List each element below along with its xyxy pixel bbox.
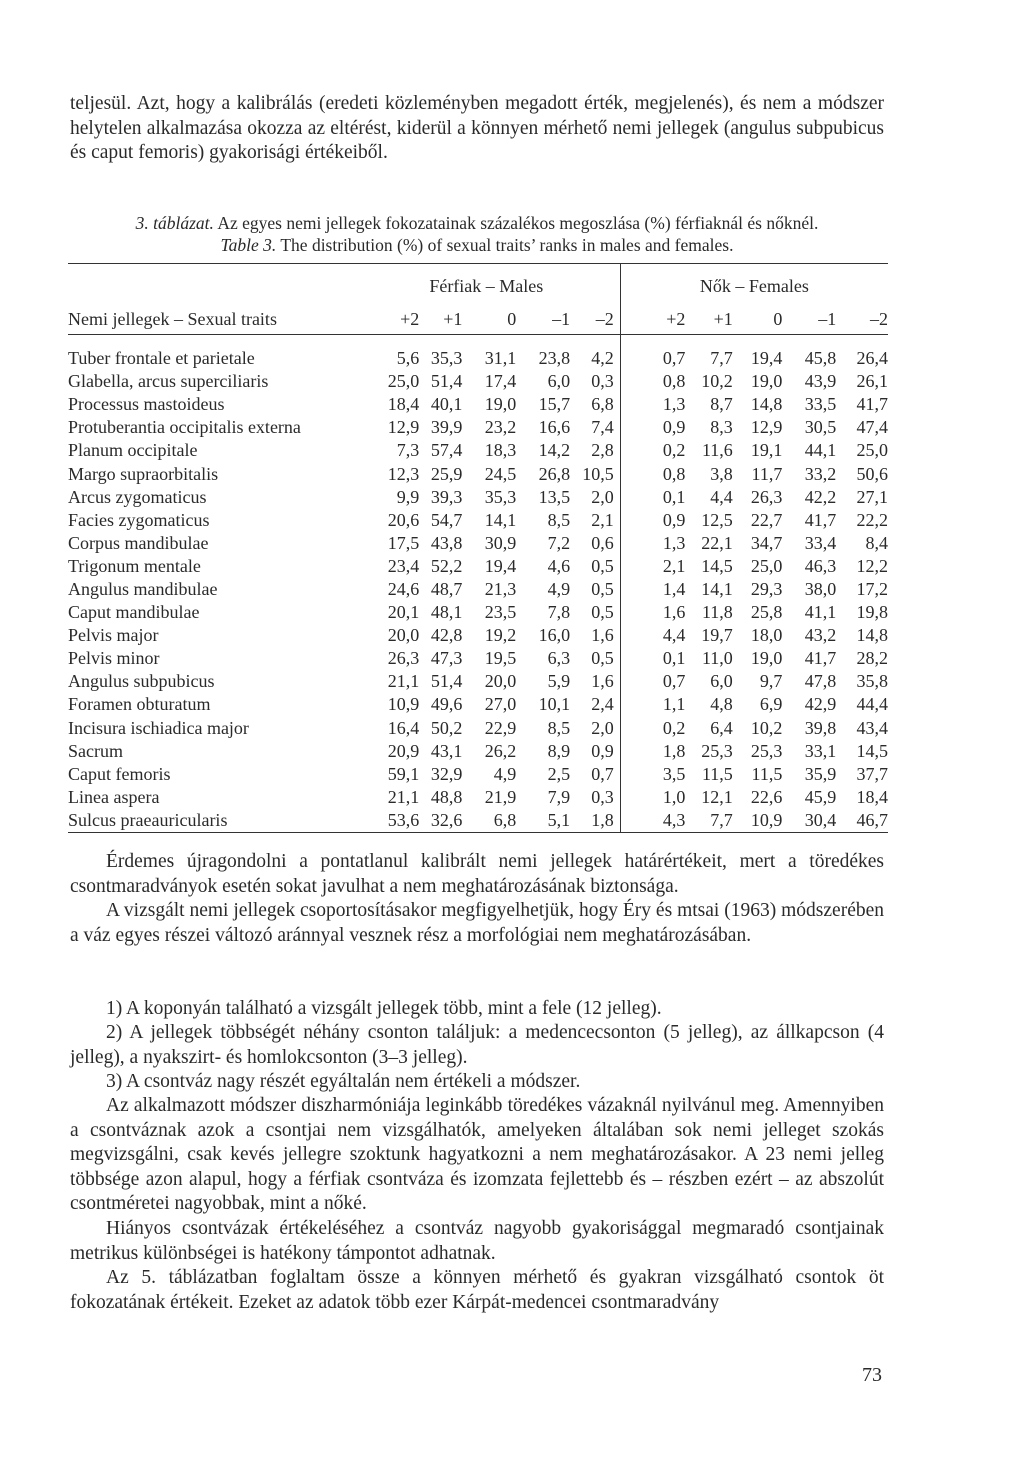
males-value: 35,3 [484,486,517,507]
females-value: 8,3 [710,417,733,438]
females-value: 0,8 [662,371,686,392]
females-value: 7,7 [710,348,733,369]
trait-name: Corpus mandibulae [68,532,209,553]
females-value: 41,7 [804,648,837,669]
females-value: 9,7 [759,671,783,692]
females-value: 33,1 [804,740,837,761]
trait-name: Glabella, arcus superciliaris [68,371,269,392]
traits-table [68,263,888,833]
females-value: 30,5 [804,417,837,438]
females-value: 10,9 [750,809,783,830]
males-value: 2,0 [570,486,620,509]
males-value: 1,8 [570,809,620,833]
males-value: 42,8 [430,625,463,646]
females-value: 22,6 [750,786,783,807]
table-row [68,740,888,763]
females-value: 6,4 [710,717,733,738]
males-value: 5,1 [547,809,571,830]
males-value: 20,6 [387,509,420,530]
males-value: 2,1 [570,509,620,532]
males-value: 4,9 [493,763,517,784]
table-row [68,393,888,416]
females-rank-header: 0 [773,309,783,329]
females-value: 41,1 [804,602,837,623]
females-value: 28,2 [856,648,888,669]
table-row [68,693,888,716]
females-value: 44,4 [856,694,888,715]
males-value: 51,4 [430,671,463,692]
males-value: 4,6 [547,555,571,576]
females-value: 4,3 [662,809,686,830]
table-group-header-row [68,264,888,298]
males-value: 1,6 [570,624,620,647]
females-value: 19,0 [750,371,783,392]
females-value: 37,7 [856,763,888,784]
table-row [68,601,888,624]
table-body [68,335,888,833]
males-value: 0,9 [570,740,620,763]
females-value: 11,5 [701,763,733,784]
table-row [68,647,888,670]
body-paragraph: 1) A koponyán található a vizsgált jellegek több, mint a fele (12 jelleg). [106,998,662,1019]
caption-hu-text: Az egyes nemi jellegek fokozatainak százalékos megoszlása (%) férfiaknál és nőknél. [213,213,819,233]
females-value: 25,8 [750,602,783,623]
males-value: 53,6 [387,809,420,830]
females-value: 1,3 [662,532,686,553]
trait-name: Processus mastoideus [68,394,225,415]
males-value: 18,4 [387,394,420,415]
males-rank-header: –1 [552,309,571,329]
females-value: 14,8 [856,625,888,646]
females-value: 0,9 [662,417,686,438]
males-value: 17,4 [484,371,517,392]
males-value: 21,9 [484,786,517,807]
males-value: 17,5 [387,532,420,553]
males-value: 52,2 [430,555,463,576]
trait-name: Trigonum mentale [68,555,201,576]
females-value: 12,5 [701,509,733,530]
females-value: 7,7 [710,809,733,830]
females-value: 46,7 [856,809,888,830]
females-value: 10,2 [701,371,733,392]
trait-header: Nemi jellegek – Sexual traits [68,309,277,329]
males-value: 35,3 [430,348,463,369]
males-value: 2,4 [570,693,620,716]
males-value: 25,0 [387,371,420,392]
females-value: 22,1 [701,532,733,553]
females-value: 11,6 [701,440,733,461]
males-value: 32,9 [430,763,463,784]
females-value: 43,2 [804,625,837,646]
females-value: 38,0 [804,578,837,599]
trait-name: Tuber frontale et parietale [68,348,255,369]
caption-en [70,234,884,256]
males-value: 1,6 [570,670,620,693]
males-value: 51,4 [430,371,463,392]
males-value: 8,5 [547,509,571,530]
females-rank-header: –1 [818,309,837,329]
males-value: 48,7 [430,578,463,599]
males-value: 19,2 [484,625,517,646]
males-value: 0,3 [570,786,620,809]
females-value: 8,7 [710,394,733,415]
females-value: 0,7 [662,348,686,369]
females-value: 22,7 [750,509,783,530]
females-value: 3,8 [710,463,733,484]
males-value: 10,1 [538,694,571,715]
males-value: 7,2 [547,532,571,553]
females-value: 29,3 [750,578,783,599]
males-value: 7,9 [547,786,571,807]
trait-name: Arcus zygomaticus [68,486,207,507]
females-value: 14,5 [856,740,888,761]
males-value: 23,4 [387,555,420,576]
females-value: 1,1 [662,694,686,715]
table-row [68,462,888,485]
males-value: 40,1 [430,394,463,415]
body-paragraph: Az alkalmazott módszer diszharmóniája leginkább töredékes vázaknál nyilvánul meg. Amennyiben a csontváznak azok a csontjai nem vizsgálhatók, amelyeken általában sok nemi jelleget szokás megvizsgálni, csak kevés jellegre szoktunk hagyatkozni a nem meghatározásakor. A 23 nemi jelleg többsége azon alapul, hogy a férfiak csontváza és izomzata fejlettebb és – részben ezért – az abszolút csontméretei nagyobbak, mint a nőké. [70,1095,884,1214]
males-value: 19,4 [484,555,517,576]
males-value: 23,8 [538,348,571,369]
table-row [68,578,888,601]
females-value: 26,1 [856,371,888,392]
trait-name: Caput femoris [68,763,171,784]
males-value: 2,5 [547,763,571,784]
females-value: 12,9 [750,417,783,438]
females-value: 17,2 [856,578,888,599]
females-value: 22,2 [856,509,888,530]
males-value: 59,1 [387,763,420,784]
trait-name: Protuberantia occipitalis externa [68,417,301,438]
males-value: 7,3 [396,440,420,461]
males-value: 0,6 [570,532,620,555]
males-value: 19,5 [484,648,517,669]
males-value: 23,2 [484,417,517,438]
trait-name: Foramen obturatum [68,694,211,715]
females-value: 39,8 [804,717,837,738]
males-value: 4,2 [570,335,620,371]
females-value: 19,0 [750,648,783,669]
females-rank-header: +1 [713,309,733,329]
females-value: 50,6 [856,463,888,484]
males-value: 24,6 [387,578,420,599]
trait-name: Sulcus praeauricularis [68,809,228,830]
females-value: 45,9 [804,786,837,807]
males-value: 19,0 [484,394,517,415]
males-value: 21,3 [484,578,517,599]
trait-name: Angulus subpubicus [68,671,215,692]
females-value: 35,9 [804,763,837,784]
table-row [68,670,888,693]
males-value: 48,1 [430,602,463,623]
females-value: 1,8 [662,740,686,761]
females-rank-header: +2 [666,309,686,329]
trait-name: Angulus mandibulae [68,578,218,599]
table-row [68,809,888,833]
intro-paragraph: teljesül. Azt, hogy a kalibrálás (eredeti közleményben megadott érték, megjelenés), és nem a módszer helytelen alkalmazása okozza az eltérést, kiderül a könnyen mérhető nemi jellegek (angulus subpubicus és caput femoris) gyakorisági értékeiből. [70,93,884,163]
table-row [68,555,888,578]
males-value: 43,8 [430,532,463,553]
males-value: 15,7 [538,394,571,415]
females-value: 8,4 [865,532,888,553]
males-value: 26,2 [484,740,517,761]
males-value: 32,6 [430,809,463,830]
females-value: 6,9 [759,694,783,715]
males-value: 0,3 [570,370,620,393]
females-value: 30,4 [804,809,837,830]
females-value: 42,9 [804,694,837,715]
body-paragraph: 2) A jellegek többségét néhány csonton találjuk: a medencecsonton (5 jelleg), az állkapcson (4 jelleg), a nyakszirt- és homlokcsonton (3–3 jelleg). [70,1022,884,1068]
males-value: 0,5 [570,555,620,578]
males-value: 7,4 [570,416,620,439]
males-value: 16,0 [538,625,571,646]
table-row [68,532,888,555]
females-value: 44,1 [804,440,837,461]
females-value: 4,4 [710,486,733,507]
females-value: 14,5 [701,555,733,576]
caption-en-label: Table 3. [220,235,277,255]
males-value: 5,6 [396,348,420,369]
males-value: 54,7 [430,509,463,530]
females-value: 35,8 [856,671,888,692]
body-paragraph: Érdemes újragondolni a pontatlanul kalibrált nemi jellegek határértékeit, mert a töredékes csontmaradványok esetén sokat javulhat a nem meghatározásának biztonsága. [70,851,884,897]
males-value: 6,0 [547,371,571,392]
males-value: 0,5 [570,647,620,670]
females-value: 33,2 [804,463,837,484]
males-value: 22,9 [484,717,517,738]
page-number: 73 [862,1364,882,1386]
males-value: 20,9 [387,740,420,761]
males-value: 4,9 [547,578,571,599]
males-value: 39,9 [430,417,463,438]
females-value: 0,8 [662,463,686,484]
males-value: 25,9 [430,463,463,484]
males-value: 6,8 [570,393,620,416]
males-value: 48,8 [430,786,463,807]
body-paragraph: Az 5. táblázatban foglaltam össze a könnyen mérhető és gyakran vizsgálható csontok öt fokozatának értékeit. Ezeket az adatok több ezer Kárpát-medencei csontmaradvány [70,1267,884,1313]
females-value: 25,0 [856,440,888,461]
females-value: 4,8 [710,694,733,715]
females-value: 26,3 [750,486,783,507]
females-value: 33,5 [804,394,837,415]
males-value: 21,1 [387,671,420,692]
females-value: 43,9 [804,371,837,392]
males-value: 21,1 [387,786,420,807]
body-paragraph: 3) A csontváz nagy részét egyáltalán nem értékeli a módszer. [106,1071,581,1092]
caption-en-text: The distribution (%) of sexual traits’ ranks in males and females. [276,235,734,255]
body-paragraph: A vizsgált nemi jellegek csoportosításakor megfigyelhetjük, hogy Éry és mtsai (1963) módszerében a váz egyes részei változó aránnyal vesznek rész a morfológiai nem meghatározásában. [70,900,884,946]
females-value: 11,8 [701,602,733,623]
males-value: 10,9 [387,694,420,715]
table-row [68,763,888,786]
males-value: 2,8 [570,439,620,462]
females-value: 18,4 [856,786,888,807]
females-value: 0,1 [662,486,686,507]
males-value: 23,5 [484,602,517,623]
females-value: 34,7 [750,532,783,553]
males-value: 14,2 [538,440,571,461]
males-value: 16,4 [387,717,420,738]
females-value: 3,5 [662,763,686,784]
males-value: 14,1 [484,509,517,530]
males-value: 16,6 [538,417,571,438]
males-value: 8,5 [547,717,571,738]
trait-name: Incisura ischiadica major [68,717,249,738]
males-value: 20,0 [484,671,517,692]
females-value: 11,7 [751,463,783,484]
trait-name: Caput mandibulae [68,602,200,623]
females-value: 1,0 [662,786,686,807]
females-value: 47,4 [856,417,888,438]
males-value: 9,9 [396,486,420,507]
males-rank-header: –2 [570,297,620,335]
males-value: 7,8 [547,602,571,623]
females-value: 11,5 [751,763,783,784]
males-value: 18,3 [484,440,517,461]
trait-name: Facies zygomaticus [68,509,210,530]
table-row [68,486,888,509]
trait-name: Pelvis major [68,625,159,646]
females-value: 42,2 [804,486,837,507]
males-value: 0,5 [570,601,620,624]
females-value: 33,4 [804,532,837,553]
males-value: 24,5 [484,463,517,484]
males-rank-header: 0 [507,309,517,329]
females-value: 25,3 [701,740,733,761]
females-value: 19,8 [856,602,888,623]
females-value: 46,3 [804,555,837,576]
trait-name: Sacrum [68,740,123,761]
females-header: Nők – Females [699,276,809,296]
trait-name: Margo supraorbitalis [68,463,219,484]
females-value: 41,7 [856,394,888,415]
females-value: 1,3 [662,394,686,415]
females-value: 0,7 [662,671,686,692]
females-value: 45,8 [804,348,837,369]
females-value: 6,0 [710,671,733,692]
females-value: 4,4 [662,625,686,646]
males-value: 26,8 [538,463,571,484]
males-value: 2,0 [570,717,620,740]
males-value: 6,3 [547,648,571,669]
males-value: 49,6 [430,694,463,715]
males-value: 5,9 [547,671,571,692]
females-value: 2,1 [662,555,686,576]
table-rank-header-row [68,297,888,335]
females-value: 19,4 [750,348,783,369]
males-value: 50,2 [430,717,463,738]
caption-hu [70,212,884,234]
females-value: 19,7 [701,625,733,646]
females-value: 10,2 [750,717,783,738]
males-value: 20,0 [387,625,420,646]
table-row [68,786,888,809]
females-value: 14,8 [750,394,783,415]
males-value: 6,8 [493,809,517,830]
females-value: 18,0 [750,625,783,646]
caption-hu-label: 3. táblázat. [135,213,214,233]
females-value: 14,1 [701,578,733,599]
table-row [68,439,888,462]
females-value: 0,2 [662,440,686,461]
males-rank-header: +1 [443,309,463,329]
males-value: 43,1 [430,740,463,761]
females-value: 25,3 [750,740,783,761]
males-value: 30,9 [484,532,517,553]
table-row [68,624,888,647]
females-value: 0,9 [662,509,686,530]
males-value: 10,5 [570,462,620,485]
males-value: 31,1 [484,348,517,369]
males-value: 20,1 [387,602,420,623]
females-value: 25,0 [750,555,783,576]
females-value: 1,4 [662,578,686,599]
males-value: 8,9 [547,740,571,761]
table-row [68,509,888,532]
trait-name: Linea aspera [68,786,160,807]
females-value: 27,1 [856,486,888,507]
females-value: 11,0 [701,648,733,669]
females-value: 0,2 [662,717,686,738]
trait-name: Planum occipitale [68,440,198,461]
females-rank-header: –2 [870,309,888,329]
table-row [68,370,888,393]
females-value: 43,4 [856,717,888,738]
females-value: 1,6 [662,602,686,623]
males-value: 57,4 [430,440,463,461]
females-value: 12,1 [701,786,733,807]
females-value: 0,1 [662,648,686,669]
males-value: 39,3 [430,486,463,507]
trait-name: Pelvis minor [68,648,160,669]
males-value: 13,5 [538,486,571,507]
body-paragraph: Hiányos csontvázak értékeléséhez a csontváz nagyobb gyakorisággal megmaradó csontjainak metrikus különbségei is hatékony támpontot adhatnak. [70,1218,884,1264]
females-value: 26,4 [856,348,888,369]
males-header: Férfiak – Males [359,264,620,298]
females-value: 47,8 [804,671,837,692]
females-value: 12,2 [856,555,888,576]
males-value: 27,0 [484,694,517,715]
males-value: 47,3 [430,648,463,669]
males-value: 26,3 [387,648,420,669]
males-rank-header: +2 [400,309,420,329]
table-row [68,335,888,371]
table-row [68,717,888,740]
table-row [68,416,888,439]
females-value: 41,7 [804,509,837,530]
table-caption [70,212,884,256]
males-value: 12,3 [387,463,420,484]
females-value: 19,1 [750,440,783,461]
males-value: 12,9 [387,417,420,438]
males-value: 0,5 [570,578,620,601]
males-value: 0,7 [570,763,620,786]
